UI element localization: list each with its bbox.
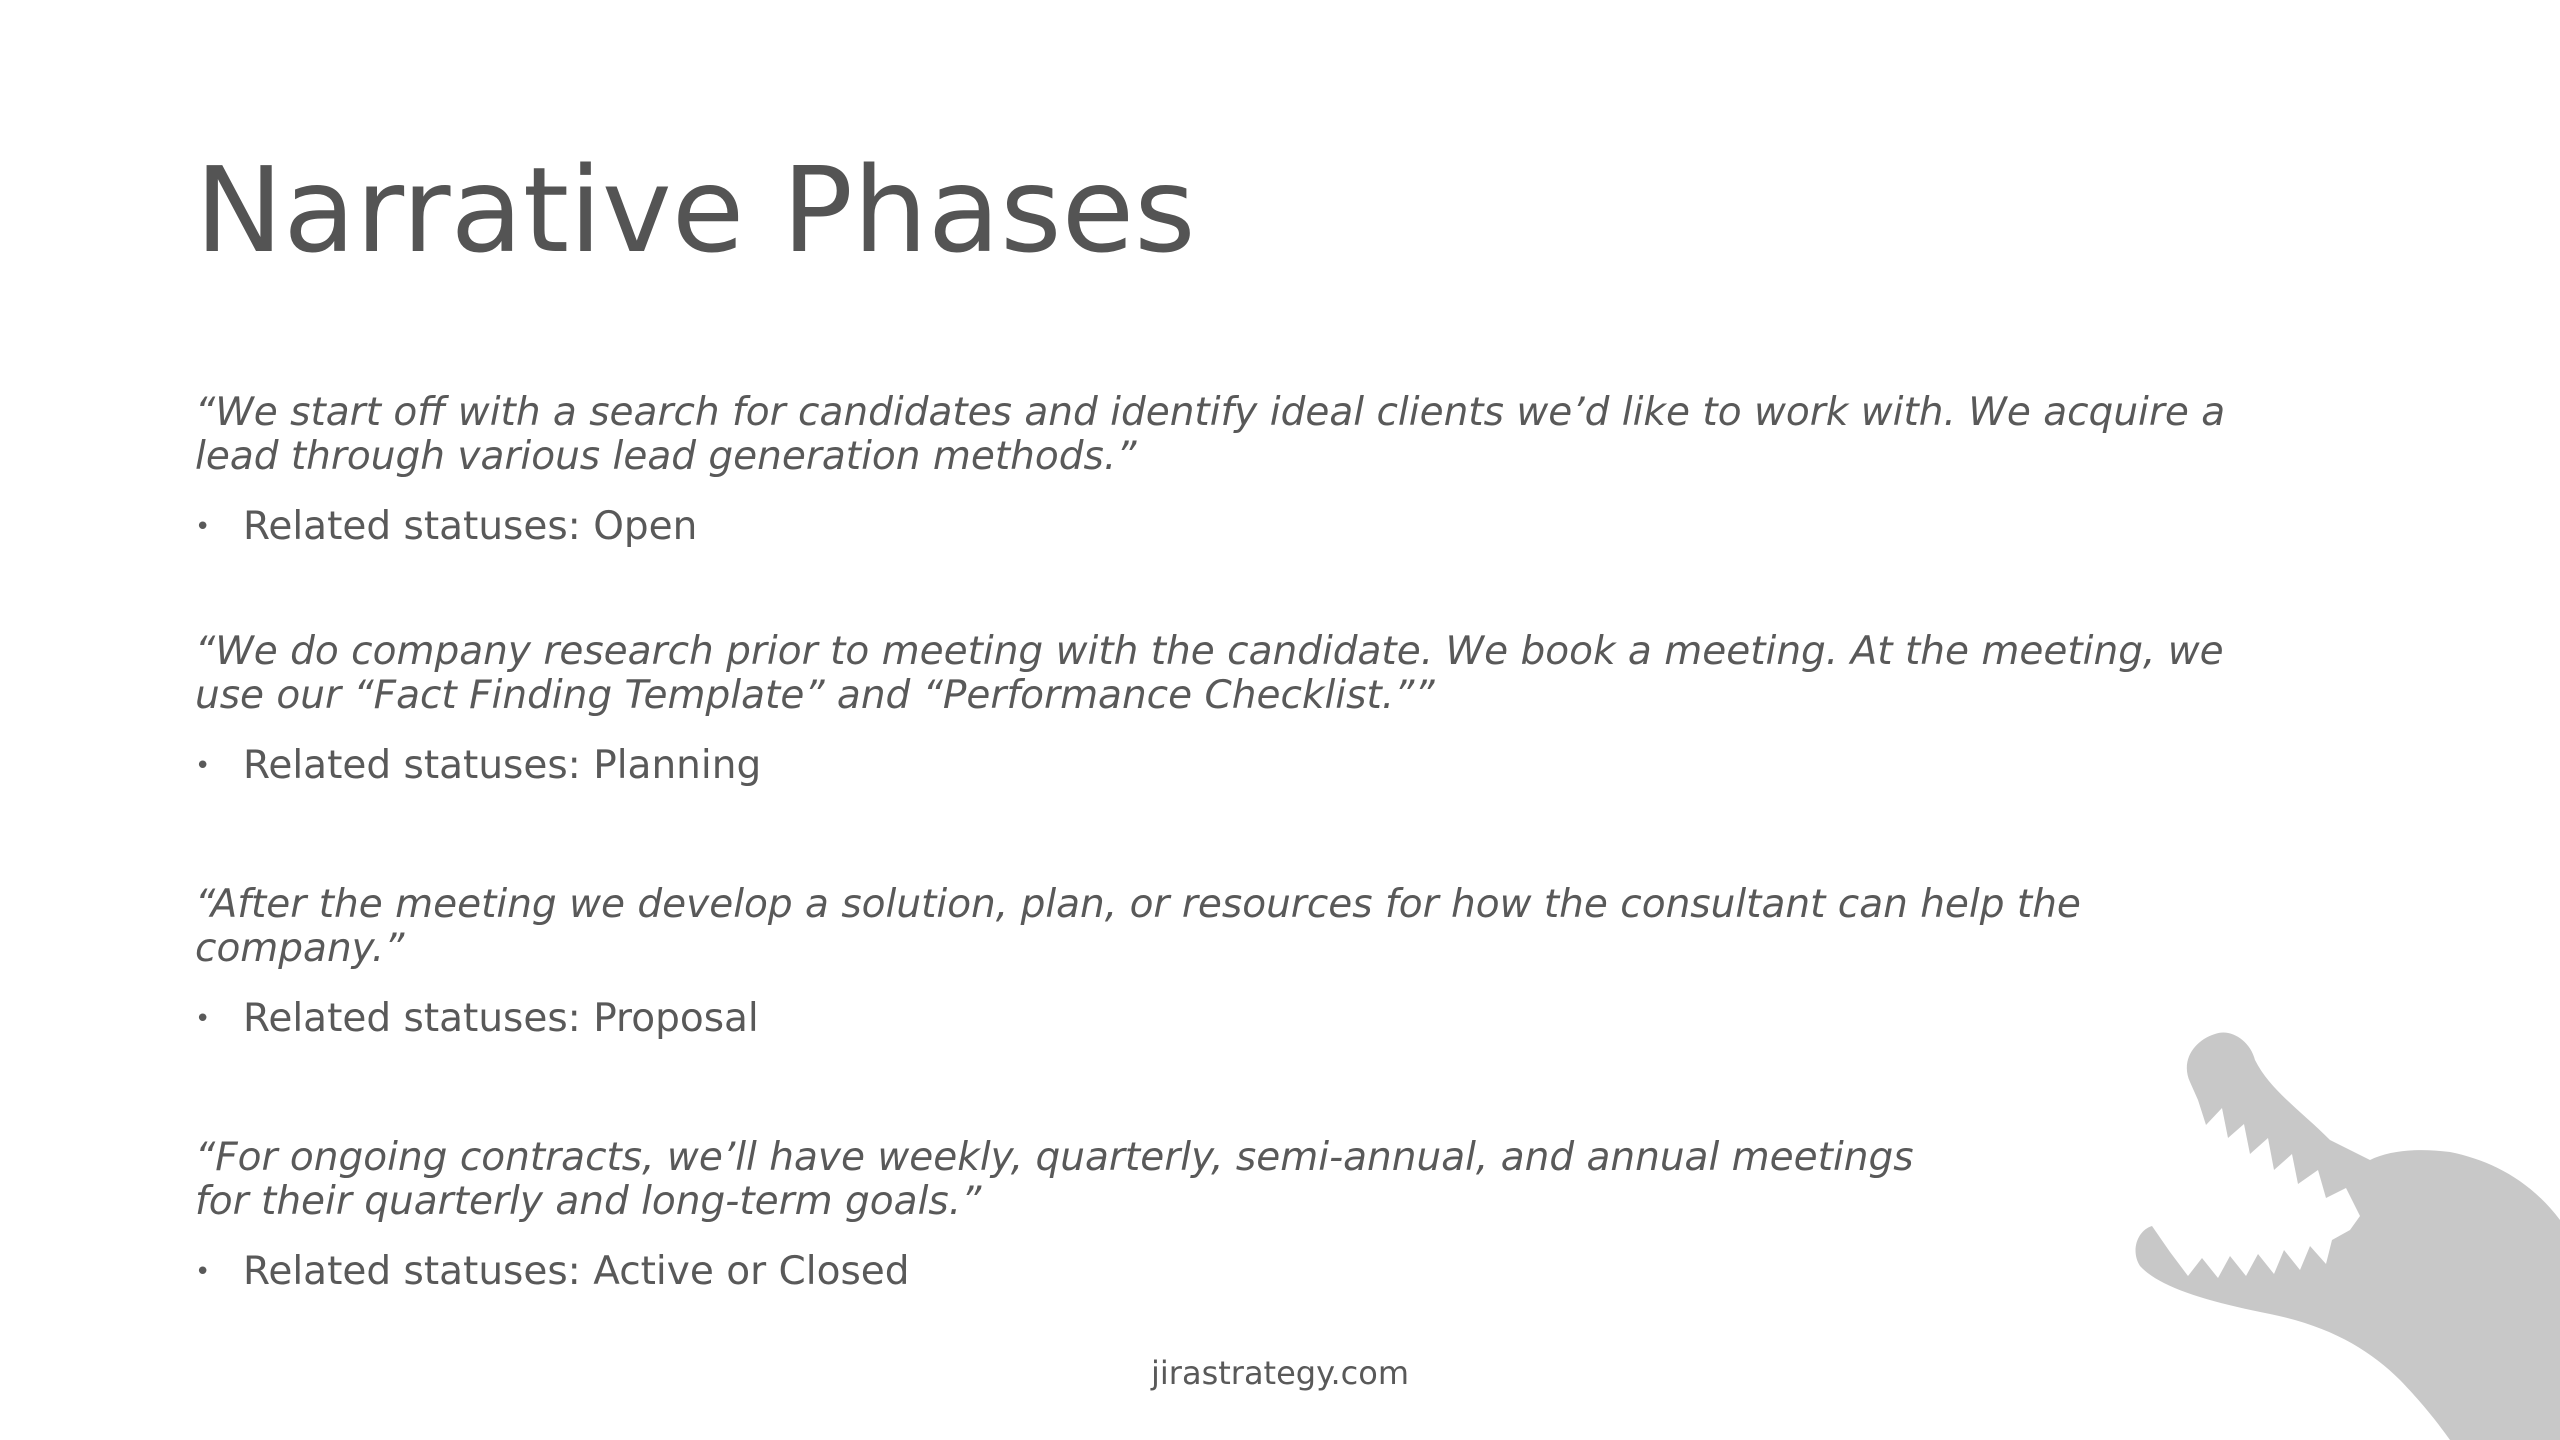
phase-quote: [195, 630, 2345, 718]
bullet-dot-icon: •: [195, 512, 211, 542]
phase-quote: [195, 391, 2345, 479]
quote-line: use our “Fact Finding Template” and “Performance Checklist.””: [195, 673, 1435, 718]
footer-website: jirastrategy.com: [1151, 1354, 1409, 1392]
related-statuses-bullet: [195, 997, 2345, 1041]
quote-line: “For ongoing contracts, we’ll have weekly, quarterly, semi-annual, and annual meetings: [195, 1135, 1914, 1180]
phase-planning: [195, 630, 2345, 788]
quote-line: lead through various lead generation methods.”: [195, 434, 1137, 479]
related-statuses-bullet: [195, 744, 2345, 788]
quote-line: for their quarterly and long-term goals.”: [195, 1179, 982, 1224]
quote-line: “After the meeting we develop a solution, plan, or resources for how the consultant can help the: [195, 882, 2081, 927]
related-statuses-text: Related statuses: Proposal: [243, 996, 759, 1041]
related-statuses-text: Related statuses: Planning: [243, 743, 762, 788]
related-statuses-text: Related statuses: Active or Closed: [243, 1249, 910, 1294]
phase-quote: [195, 883, 2345, 971]
bullet-dot-icon: •: [195, 1257, 211, 1287]
quote-line: “We start off with a search for candidates and identify ideal clients we’d like to work with. We acquire a: [195, 390, 2226, 435]
related-statuses-bullet: [195, 1250, 2345, 1294]
related-statuses-text: Related statuses: Open: [243, 504, 698, 549]
phase-open: [195, 391, 2345, 549]
related-statuses-bullet: [195, 505, 2345, 549]
slide-title: Narrative Phases: [195, 141, 1196, 279]
quote-line: “We do company research prior to meeting with the candidate. We book a meeting. At the meeting, we: [195, 629, 2224, 674]
bullet-dot-icon: •: [195, 751, 211, 781]
phase-active-closed: [195, 1136, 2345, 1294]
phase-proposal: [195, 883, 2345, 1041]
phase-quote: [195, 1136, 2345, 1224]
quote-line: company.”: [195, 926, 405, 971]
bullet-dot-icon: •: [195, 1004, 211, 1034]
